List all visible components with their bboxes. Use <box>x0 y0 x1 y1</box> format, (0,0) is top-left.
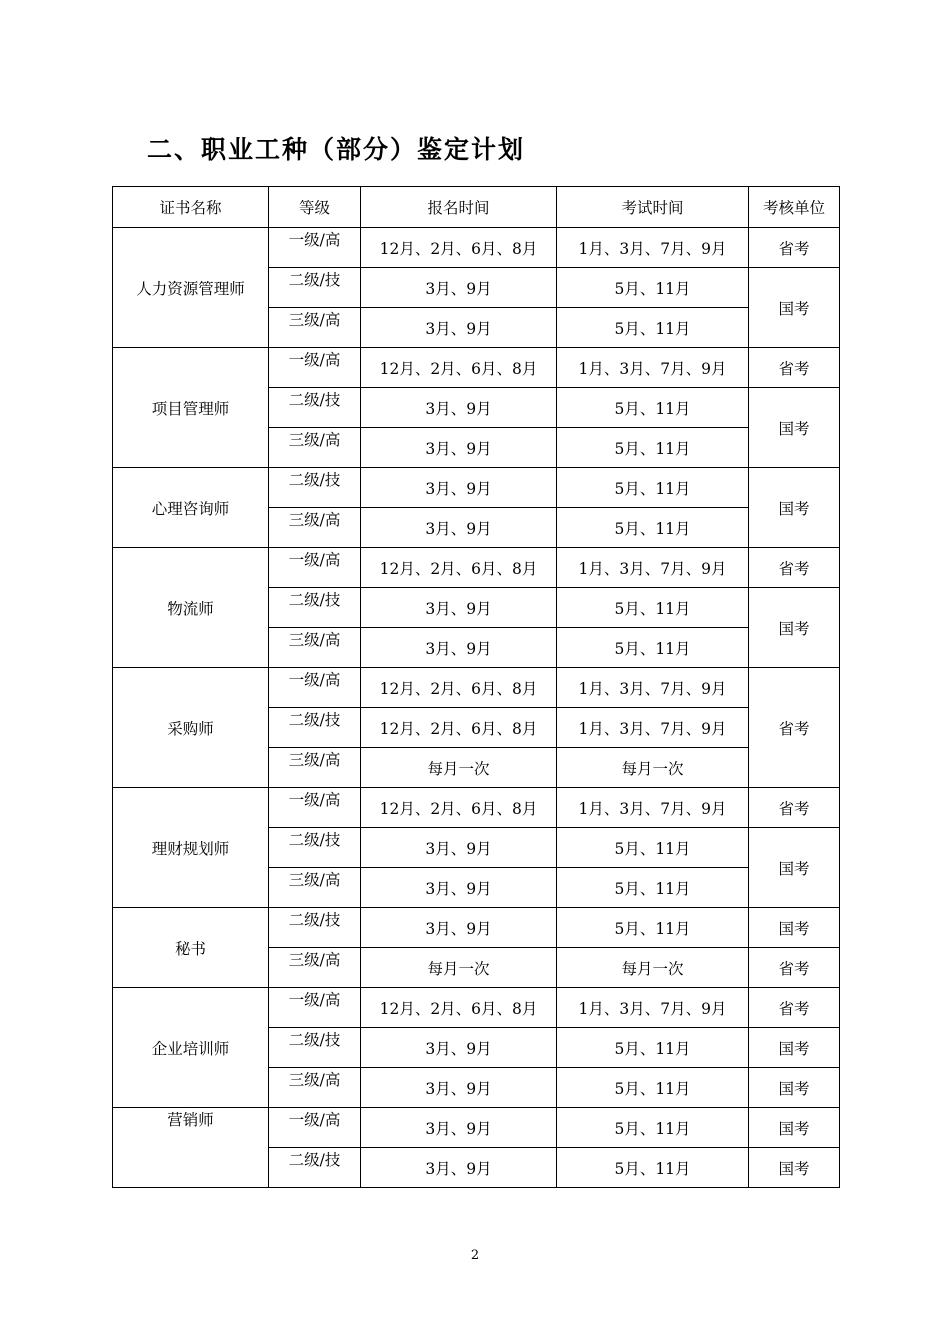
registration-time-cell: 3月、9月 <box>361 468 557 508</box>
exam-unit-cell: 国考 <box>749 588 840 668</box>
col-header-registration-time: 报名时间 <box>361 187 557 228</box>
cert-name-cell: 理财规划师 <box>113 788 269 908</box>
certification-schedule-table <box>112 186 840 1188</box>
table-row <box>113 468 840 508</box>
exam-time-cell: 5月、11月 <box>557 868 749 908</box>
table-row <box>113 348 840 388</box>
level-cell: 三级/高 <box>269 508 361 548</box>
registration-time-cell: 3月、9月 <box>361 508 557 548</box>
table-row <box>113 788 840 828</box>
exam-time-cell: 5月、11月 <box>557 308 749 348</box>
level-cell: 三级/高 <box>269 748 361 788</box>
registration-time-cell: 3月、9月 <box>361 1108 557 1148</box>
table-row <box>113 228 840 268</box>
exam-time-cell: 1月、3月、7月、9月 <box>557 228 749 268</box>
exam-time-cell: 1月、3月、7月、9月 <box>557 788 749 828</box>
col-header-exam-time: 考试时间 <box>557 187 749 228</box>
level-cell: 二级/技 <box>269 268 361 308</box>
page-number: 2 <box>470 1248 480 1263</box>
exam-time-cell: 1月、3月、7月、9月 <box>557 988 749 1028</box>
exam-time-cell: 5月、11月 <box>557 268 749 308</box>
table-row <box>113 988 840 1028</box>
registration-time-cell: 12月、2月、6月、8月 <box>361 548 557 588</box>
level-cell: 二级/技 <box>269 468 361 508</box>
registration-time-cell: 3月、9月 <box>361 828 557 868</box>
level-cell: 三级/高 <box>269 628 361 668</box>
level-cell: 一级/高 <box>269 668 361 708</box>
registration-time-cell: 3月、9月 <box>361 1148 557 1188</box>
registration-time-cell: 3月、9月 <box>361 308 557 348</box>
exam-time-cell: 5月、11月 <box>557 388 749 428</box>
exam-time-cell: 5月、11月 <box>557 1108 749 1148</box>
cert-name-cell: 采购师 <box>113 668 269 788</box>
exam-unit-cell: 国考 <box>749 1108 840 1148</box>
exam-unit-cell: 国考 <box>749 908 840 948</box>
exam-unit-cell: 国考 <box>749 1148 840 1188</box>
level-cell: 二级/技 <box>269 1028 361 1068</box>
col-header-exam-unit: 考核单位 <box>749 187 840 228</box>
cert-name-cell: 项目管理师 <box>113 348 269 468</box>
table-row <box>113 548 840 588</box>
registration-time-cell: 3月、9月 <box>361 588 557 628</box>
exam-time-cell: 5月、11月 <box>557 428 749 468</box>
exam-unit-cell: 省考 <box>749 948 840 988</box>
level-cell: 一级/高 <box>269 348 361 388</box>
exam-unit-cell: 省考 <box>749 548 840 588</box>
level-cell: 三级/高 <box>269 1068 361 1108</box>
registration-time-cell: 3月、9月 <box>361 628 557 668</box>
table-body <box>113 228 840 1188</box>
registration-time-cell: 12月、2月、6月、8月 <box>361 228 557 268</box>
exam-time-cell: 5月、11月 <box>557 508 749 548</box>
exam-time-cell: 5月、11月 <box>557 468 749 508</box>
cert-name-cell: 企业培训师 <box>113 988 269 1108</box>
registration-time-cell: 12月、2月、6月、8月 <box>361 348 557 388</box>
registration-time-cell: 每月一次 <box>361 748 557 788</box>
exam-time-cell: 5月、11月 <box>557 908 749 948</box>
exam-unit-cell: 国考 <box>749 468 840 548</box>
level-cell: 二级/技 <box>269 588 361 628</box>
registration-time-cell: 12月、2月、6月、8月 <box>361 708 557 748</box>
exam-time-cell: 1月、3月、7月、9月 <box>557 548 749 588</box>
page-heading: 二、职业工种（部分）鉴定计划 <box>147 135 526 164</box>
exam-time-cell: 5月、11月 <box>557 1148 749 1188</box>
exam-time-cell: 5月、11月 <box>557 628 749 668</box>
exam-unit-cell: 国考 <box>749 1068 840 1108</box>
registration-time-cell: 3月、9月 <box>361 1068 557 1108</box>
registration-time-cell: 3月、9月 <box>361 268 557 308</box>
level-cell: 一级/高 <box>269 228 361 268</box>
level-cell: 三级/高 <box>269 428 361 468</box>
table-row <box>113 668 840 708</box>
exam-time-cell: 5月、11月 <box>557 1028 749 1068</box>
level-cell: 一级/高 <box>269 1108 361 1148</box>
table-row <box>113 908 840 948</box>
level-cell: 二级/技 <box>269 708 361 748</box>
registration-time-cell: 3月、9月 <box>361 1028 557 1068</box>
level-cell: 三级/高 <box>269 948 361 988</box>
level-cell: 二级/技 <box>269 828 361 868</box>
registration-time-cell: 3月、9月 <box>361 388 557 428</box>
registration-time-cell: 每月一次 <box>361 948 557 988</box>
level-cell: 二级/技 <box>269 908 361 948</box>
exam-time-cell: 1月、3月、7月、9月 <box>557 708 749 748</box>
level-cell: 三级/高 <box>269 308 361 348</box>
registration-time-cell: 12月、2月、6月、8月 <box>361 668 557 708</box>
col-header-level: 等级 <box>269 187 361 228</box>
table-header-row <box>113 187 840 228</box>
exam-time-cell: 5月、11月 <box>557 828 749 868</box>
exam-time-cell: 每月一次 <box>557 748 749 788</box>
level-cell: 一级/高 <box>269 988 361 1028</box>
level-cell: 一级/高 <box>269 548 361 588</box>
table-row <box>113 1108 840 1148</box>
exam-unit-cell: 省考 <box>749 348 840 388</box>
cert-name-cell: 心理咨询师 <box>113 468 269 548</box>
exam-unit-cell: 省考 <box>749 788 840 828</box>
col-header-cert-name: 证书名称 <box>113 187 269 228</box>
cert-name-cell: 秘书 <box>113 908 269 988</box>
cert-name-cell: 人力资源管理师 <box>113 228 269 348</box>
level-cell: 二级/技 <box>269 388 361 428</box>
registration-time-cell: 3月、9月 <box>361 428 557 468</box>
level-cell: 二级/技 <box>269 1148 361 1188</box>
exam-time-cell: 5月、11月 <box>557 1068 749 1108</box>
exam-unit-cell: 省考 <box>749 668 840 788</box>
cert-name-cell: 营销师 <box>113 1108 269 1188</box>
cert-name-cell: 物流师 <box>113 548 269 668</box>
exam-unit-cell: 国考 <box>749 828 840 908</box>
exam-time-cell: 5月、11月 <box>557 588 749 628</box>
exam-unit-cell: 国考 <box>749 388 840 468</box>
registration-time-cell: 12月、2月、6月、8月 <box>361 988 557 1028</box>
exam-unit-cell: 国考 <box>749 268 840 348</box>
exam-time-cell: 1月、3月、7月、9月 <box>557 668 749 708</box>
registration-time-cell: 3月、9月 <box>361 908 557 948</box>
exam-unit-cell: 省考 <box>749 228 840 268</box>
level-cell: 三级/高 <box>269 868 361 908</box>
exam-unit-cell: 省考 <box>749 988 840 1028</box>
registration-time-cell: 12月、2月、6月、8月 <box>361 788 557 828</box>
exam-unit-cell: 国考 <box>749 1028 840 1068</box>
exam-time-cell: 1月、3月、7月、9月 <box>557 348 749 388</box>
exam-time-cell: 每月一次 <box>557 948 749 988</box>
registration-time-cell: 3月、9月 <box>361 868 557 908</box>
level-cell: 一级/高 <box>269 788 361 828</box>
